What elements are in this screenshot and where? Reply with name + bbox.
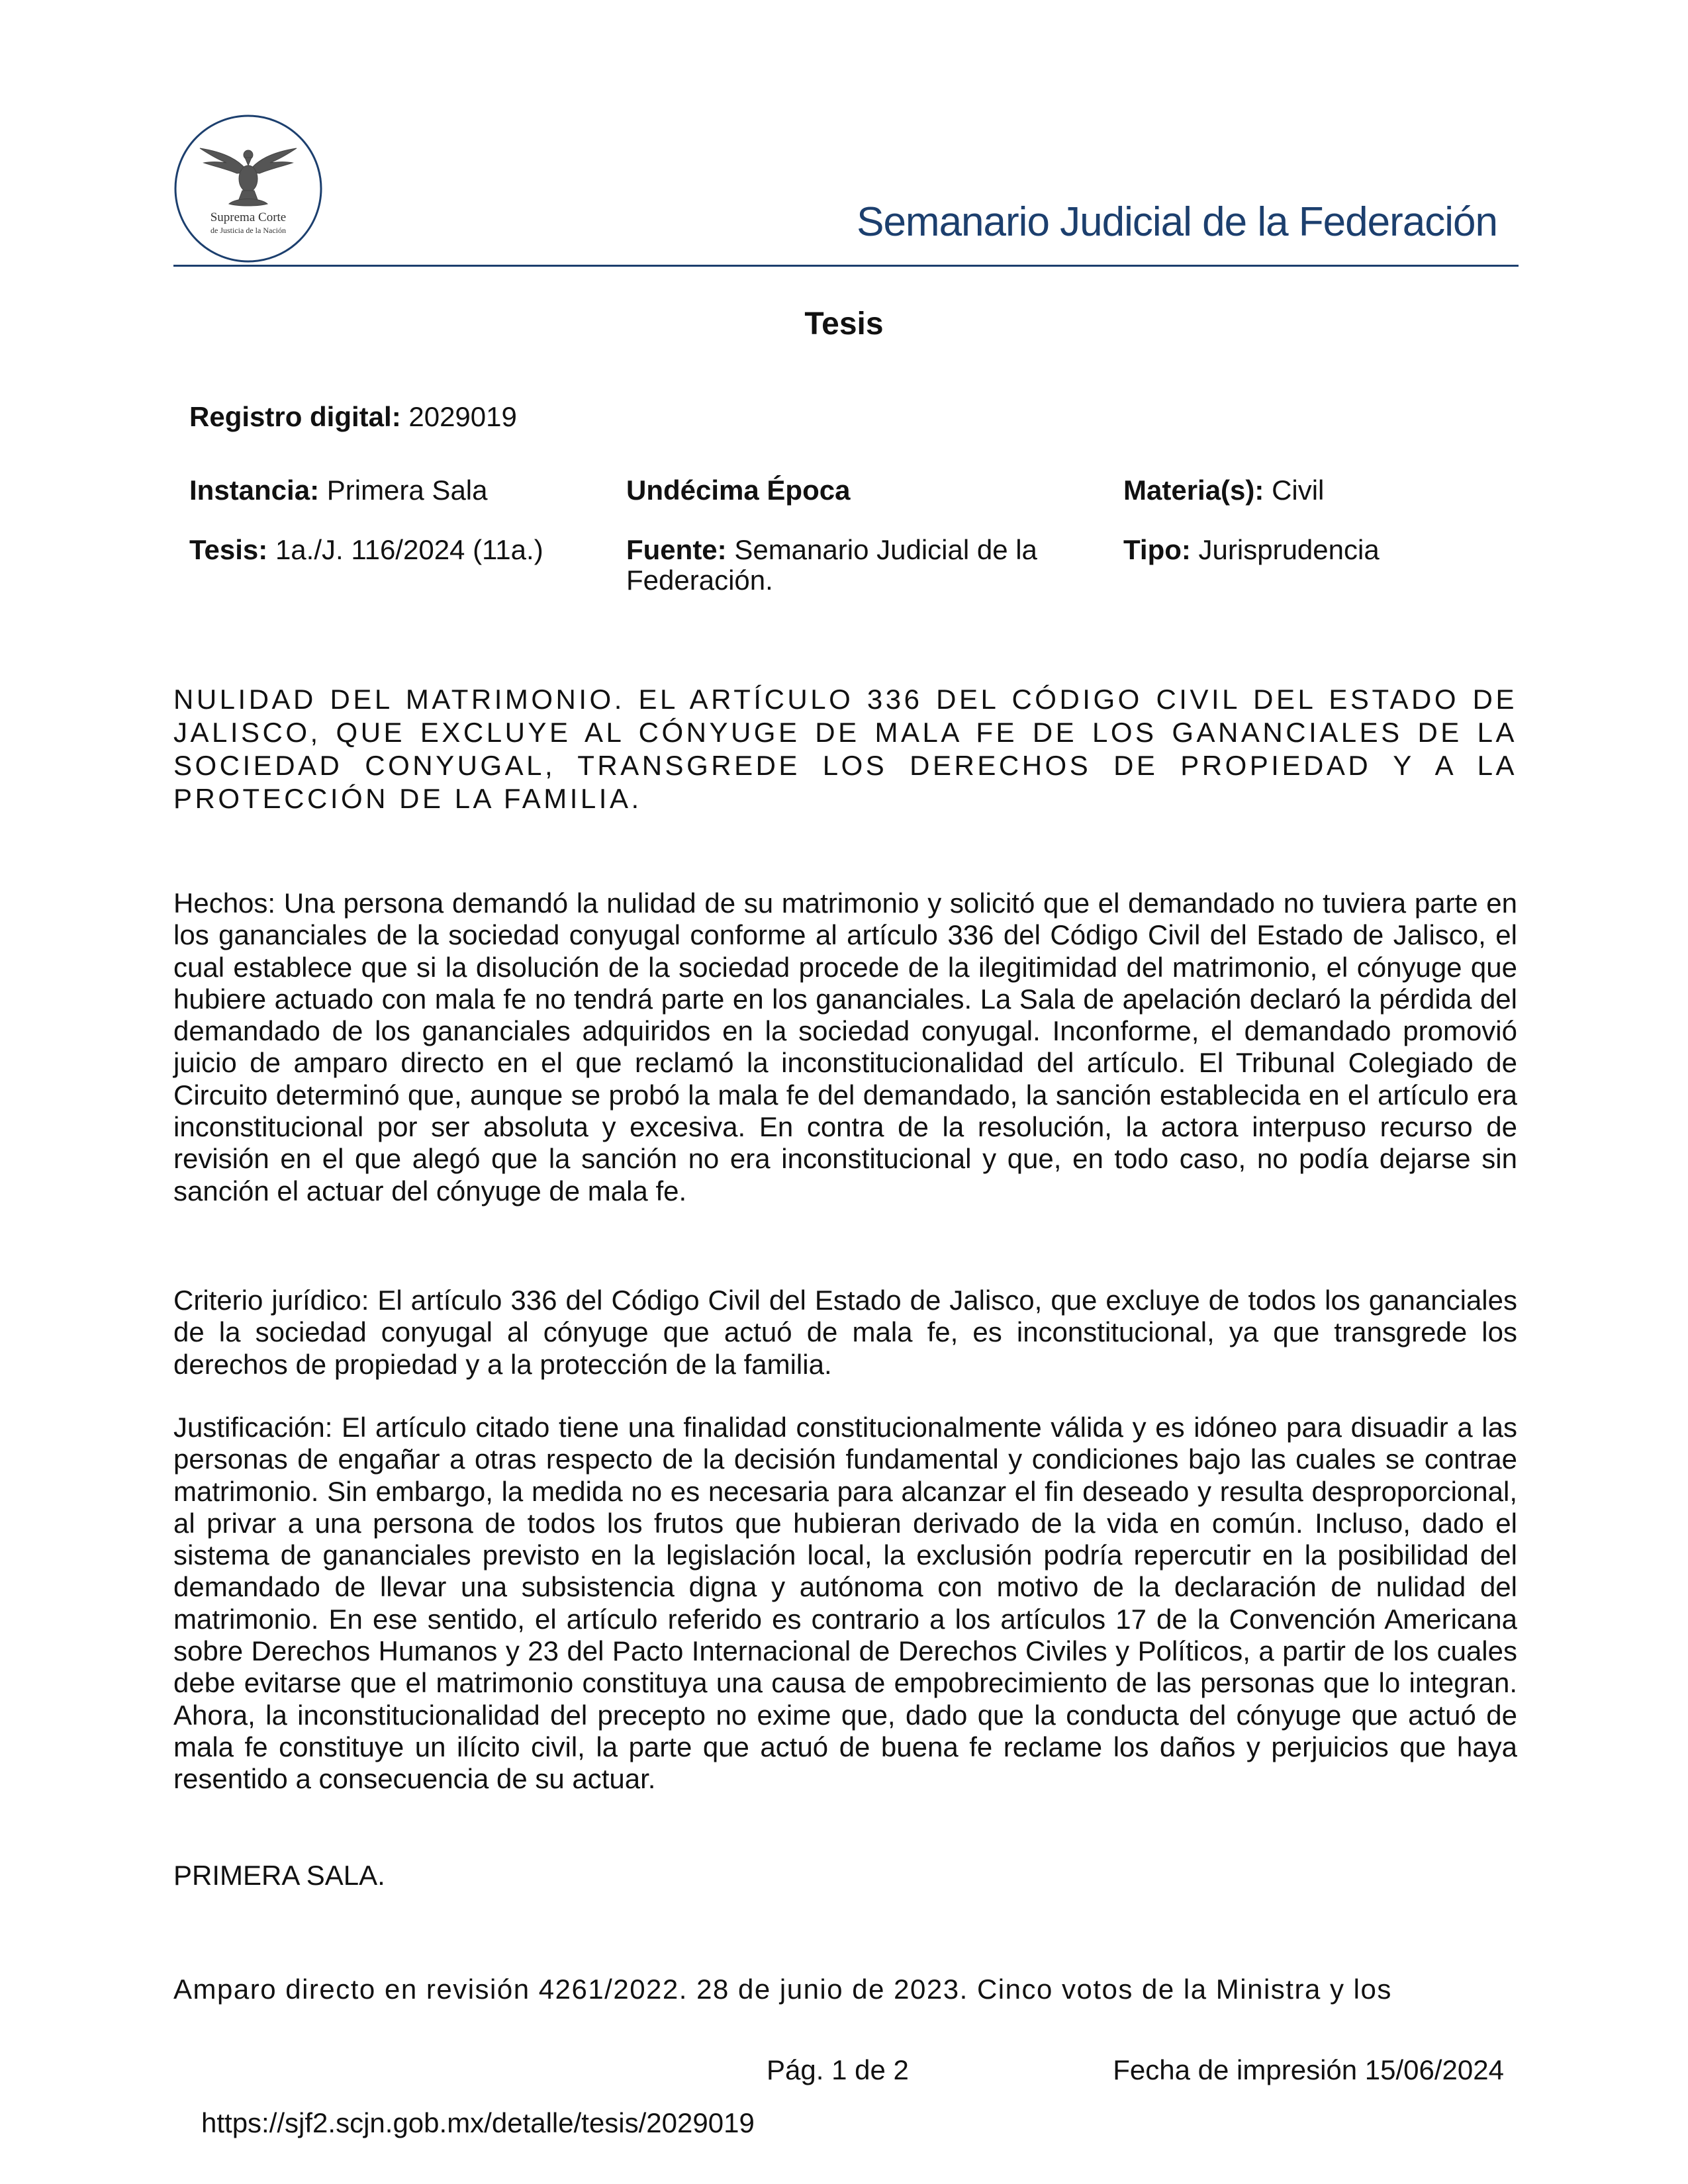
materia-field bbox=[1123, 475, 1324, 506]
header-divider bbox=[173, 265, 1519, 267]
seal-text-line2: de Justicia de la Nación bbox=[211, 226, 286, 235]
instancia-field bbox=[189, 475, 488, 506]
materia-label: Materia(s): bbox=[1123, 475, 1264, 506]
amparo-paragraph: Amparo directo en revisión 4261/2022. 28 de junio de 2023. Cinco votos de la Ministra y los bbox=[173, 1974, 1392, 2005]
fuente-field bbox=[626, 535, 1083, 596]
registro-field bbox=[189, 402, 517, 432]
registro-label: Registro digital: bbox=[189, 401, 401, 432]
tesis-label: Tesis: bbox=[189, 534, 268, 565]
materia-value: Civil bbox=[1272, 475, 1325, 506]
epoca-field bbox=[626, 475, 850, 506]
document-title: Tesis bbox=[804, 306, 884, 341]
print-date: Fecha de impresión 15/06/2024 bbox=[1113, 2054, 1504, 2085]
tipo-value: Jurisprudencia bbox=[1198, 534, 1380, 565]
seal-text-line1: Suprema Corte bbox=[210, 210, 287, 224]
epoca-value: Undécima Época bbox=[626, 475, 851, 506]
publication-title: Semanario Judicial de la Federación bbox=[857, 199, 1497, 245]
tipo-field bbox=[1123, 535, 1380, 565]
page-number: Pág. 1 de 2 bbox=[767, 2054, 909, 2085]
tesis-value: 1a./J. 116/2024 (11a.) bbox=[275, 534, 543, 565]
registro-value: 2029019 bbox=[408, 401, 517, 432]
suprema-corte-seal-logo bbox=[173, 114, 323, 263]
criterio-paragraph: Criterio jurídico: El artículo 336 del Código Civil del Estado de Jalisco, que excluye de todos los gananciales de la sociedad conyugal al cónyuge que actuó de mala fe, es inconstitucional, ya que transgrede los derechos de propiedad y a la protección de la familia. bbox=[173, 1285, 1517, 1380]
hechos-paragraph: Hechos: Una persona demandó la nulidad de su matrimonio y solicitó que el demandado no tuviera parte en los gananciales de la sociedad conyugal conforme al artículo 336 del Código Civil del Estado de Jalisco, el cual establece que si la disolución de la sociedad procede de la ilegitimidad del matrimonio, el cónyuge que hubiere actuado con mala fe no tendrá parte en los gananciales. La Sala de apelación declaró la pérdida del demandado de los gananciales adquiridos en la sociedad conyugal. Inconforme, el demandado promovió juicio de amparo directo en el que reclamó la inconstitucionalidad del artículo. El Tribunal Colegiado de Circuito determinó que, aunque se probó la mala fe del demandado, la sanción establecida en el artículo era inconstitucional por ser absoluta y excesiva. En contra de la resolución, la actora interpuso recurso de revisión en el que alegó que la sanción no era inconstitucional y que, en todo caso, no podía dejarse sin sanción el actuar del cónyuge de mala fe. bbox=[173, 887, 1517, 1206]
instancia-label: Instancia: bbox=[189, 475, 320, 506]
tipo-label: Tipo: bbox=[1123, 534, 1191, 565]
instancia-value: Primera Sala bbox=[326, 475, 488, 506]
justificacion-paragraph: Justificación: El artículo citado tiene una finalidad constitucionalmente válida y es idóneo para disuadir a las personas de engañar a otras respecto de la decisión fundamental y condiciones bajo las cuales se contrae matrimonio. Sin embargo, la medida no es necesaria para alcanzar el fin deseado y resulta desproporcional, al privar a una persona de todos los frutos que hubieran derivado de la vida en común. Incluso, dado el sistema de gananciales previsto en la legislación local, la exclusión podría repercutir en la posibilidad del demandado de llevar una subsistencia digna y autónoma con motivo de la declaración de nulidad del matrimonio. En ese sentido, el artículo referido es contrario a los artículos 17 de la Convención Americana sobre Derechos Humanos y 23 del Pacto Internacional de Derechos Civiles y Políticos, a partir de los cuales debe evitarse que el matrimonio constituya una causa de empobrecimiento de las personas que lo integran. Ahora, la inconstitucionalidad del precepto no exime que, dado que la conducta del cónyuge que actuó de mala fe constituye un ilícito civil, la parte que actuó de buena fe reclame los daños y perjuicios que haya resentido a consecuencia de su actuar. bbox=[173, 1412, 1517, 1795]
tesis-heading: NULIDAD DEL MATRIMONIO. EL ARTÍCULO 336 DEL CÓDIGO CIVIL DEL ESTADO DE JALISCO, QUE EXCLUYE AL CÓNYUGE DE MALA FE DE LOS GANANCIALES DE LA SOCIEDAD CONYUGAL, TRANSGREDE LOS DERECHOS DE PROPIEDAD Y A LA PROTECCIÓN DE LA FAMILIA. bbox=[173, 684, 1517, 814]
fuente-value: Semanario Judicial de la Federación. bbox=[626, 534, 1037, 596]
tesis-field bbox=[189, 535, 543, 565]
sala-paragraph: PRIMERA SALA. bbox=[173, 1860, 385, 1891]
fuente-label: Fuente: bbox=[626, 534, 727, 565]
source-url[interactable]: https://sjf2.scjn.gob.mx/detalle/tesis/2029019 bbox=[201, 2107, 755, 2138]
